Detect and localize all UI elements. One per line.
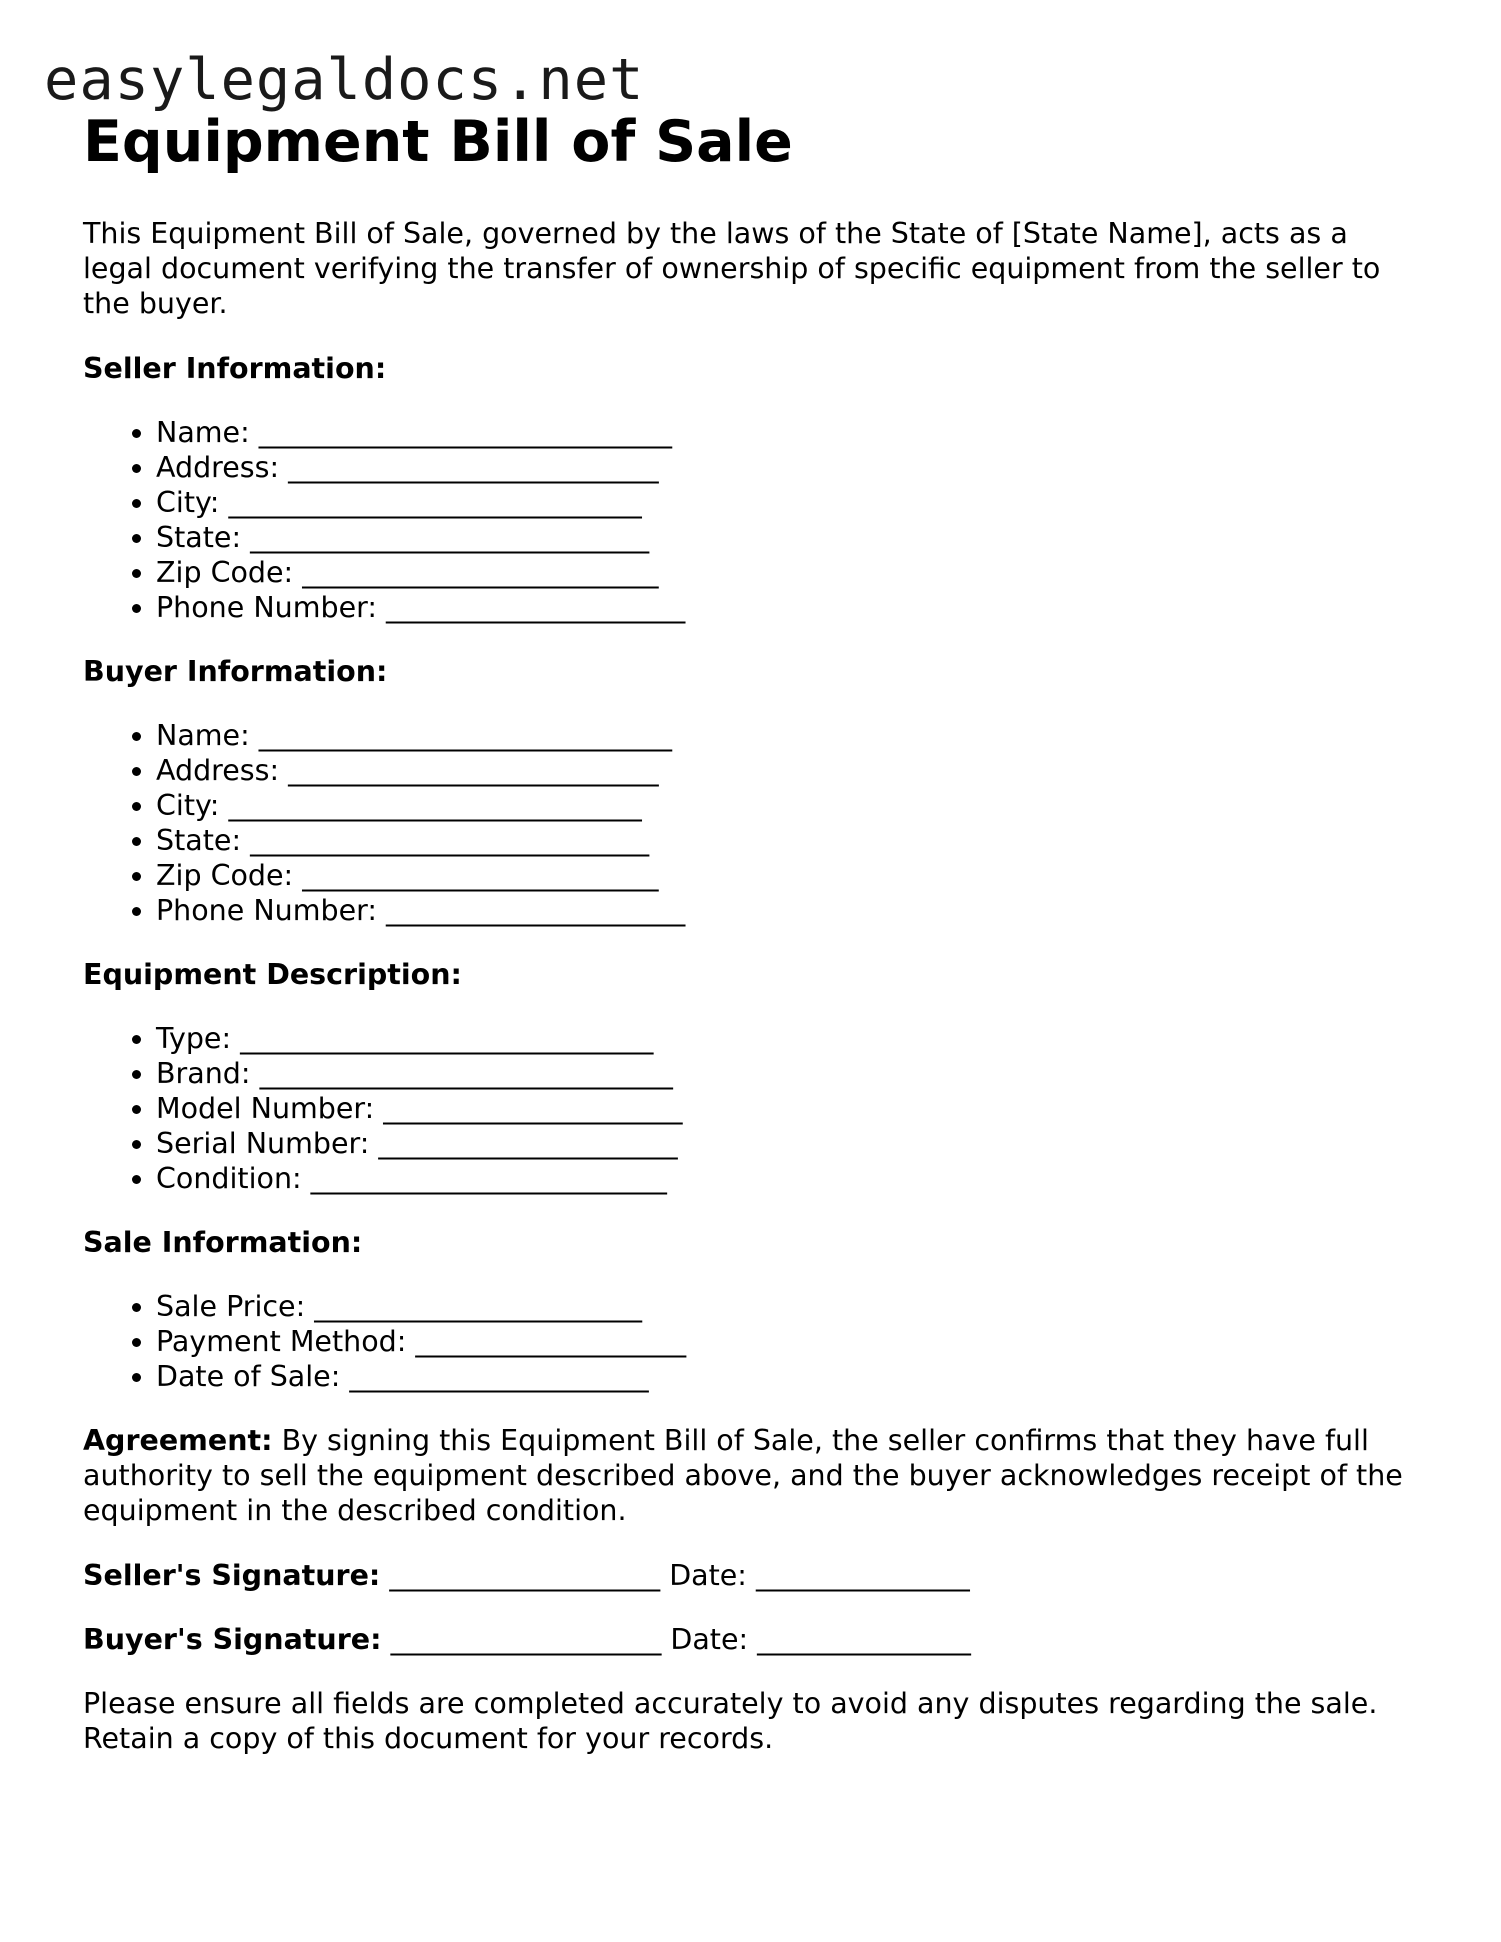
sale-section-heading: Sale Information:: [83, 1226, 363, 1259]
equipment-condition-field: • Condition: _________________________: [156, 1161, 1423, 1196]
buyer-state-field: • State: ____________________________: [156, 823, 1423, 858]
seller-date-label: Date:: [669, 1559, 747, 1592]
blank-line: _____________________________: [240, 1022, 654, 1055]
agreement-paragraph: [83, 1423, 1423, 1528]
blank-line: _____________________: [349, 1360, 649, 1393]
seller-zip-field: • Zip Code: _________________________: [156, 555, 1423, 590]
blank-line: _____________________: [386, 591, 686, 624]
buyer-signature-label: Buyer's Signature:: [83, 1623, 382, 1656]
blank-line: _______________: [757, 1623, 971, 1656]
sale-fields-list: [83, 1289, 1423, 1394]
intro-paragraph: This Equipment Bill of Sale, governed by the laws of the State of [State Name], acts as a legal document verifying the transfer of ownership of specific equipment from the seller to the buyer.: [83, 217, 1381, 320]
blank-line: ___________________: [415, 1325, 687, 1358]
sale-price-field: • Sale Price: _______________________: [156, 1289, 1423, 1324]
seller-signature-line: [83, 1558, 1423, 1593]
equipment-model-field: • Model Number: _____________________: [156, 1091, 1423, 1126]
blank-line: ___________________: [390, 1623, 662, 1656]
seller-fields-list: [83, 415, 1423, 625]
buyer-section-heading: Buyer Information:: [83, 655, 388, 688]
buyer-fields-list: [83, 718, 1423, 928]
blank-line: _____________________________: [258, 416, 672, 449]
blank-line: _________________________: [310, 1162, 667, 1195]
seller-signature-label: Seller's Signature:: [83, 1559, 381, 1592]
blank-line: ____________________________: [250, 824, 650, 857]
blank-line: _____________________________: [258, 719, 672, 752]
blank-line: _____________________: [383, 1092, 683, 1125]
buyer-phone-field: • Phone Number: _____________________: [156, 893, 1423, 928]
blank-line: _______________: [755, 1559, 970, 1592]
equipment-brand-field: • Brand: _____________________________: [156, 1056, 1423, 1091]
blank-line: _____________________: [378, 1127, 678, 1160]
buyer-name-field: • Name: _____________________________: [156, 718, 1423, 753]
buyer-city-field: • City: _____________________________: [156, 788, 1423, 823]
equipment-type-field: • Type: _____________________________: [156, 1021, 1423, 1056]
seller-address-field: • Address: __________________________: [156, 450, 1423, 485]
equipment-fields-list: [83, 1021, 1423, 1196]
agreement-label: Agreement:: [83, 1424, 273, 1457]
blank-line: ___________________: [389, 1559, 661, 1592]
blank-line: _________________________: [302, 859, 659, 892]
agreement-text: By signing this Equipment Bill of Sale, the seller confirms that they have full authority to sell the equipment described above, and the buyer acknowledges receipt of the equipment in the described condition.: [83, 1424, 1403, 1527]
seller-section-heading: Seller Information:: [83, 352, 387, 385]
blank-line: _____________________: [386, 894, 686, 927]
blank-line: ____________________________: [250, 521, 650, 554]
document-body: [83, 104, 1423, 1756]
seller-city-field: • City: _____________________________: [156, 485, 1423, 520]
buyer-address-field: • Address: __________________________: [156, 753, 1423, 788]
equipment-section-heading: Equipment Description:: [83, 958, 462, 991]
equipment-serial-field: • Serial Number: _____________________: [156, 1126, 1423, 1161]
seller-phone-field: • Phone Number: _____________________: [156, 590, 1423, 625]
seller-name-field: • Name: _____________________________: [156, 415, 1423, 450]
blank-line: _____________________________: [228, 486, 642, 519]
document-title: Equipment Bill of Sale: [83, 109, 793, 175]
blank-line: __________________________: [288, 754, 659, 787]
buyer-zip-field: • Zip Code: _________________________: [156, 858, 1423, 893]
seller-state-field: • State: ____________________________: [156, 520, 1423, 555]
blank-line: _____________________________: [228, 789, 642, 822]
closing-paragraph: Please ensure all fields are completed accurately to avoid any disputes regarding the sale. Retain a copy of this document for your records.: [83, 1687, 1378, 1755]
blank-line: _______________________: [314, 1290, 643, 1323]
buyer-date-label: Date:: [670, 1623, 749, 1656]
blank-line: __________________________: [288, 451, 659, 484]
site-watermark: easylegaldocs.net: [44, 47, 645, 113]
buyer-signature-line: [83, 1622, 1423, 1657]
payment-method-field: • Payment Method: ___________________: [156, 1324, 1423, 1359]
blank-line: _________________________: [302, 556, 659, 589]
date-of-sale-field: • Date of Sale: _____________________: [156, 1359, 1423, 1394]
blank-line: _____________________________: [259, 1057, 673, 1090]
